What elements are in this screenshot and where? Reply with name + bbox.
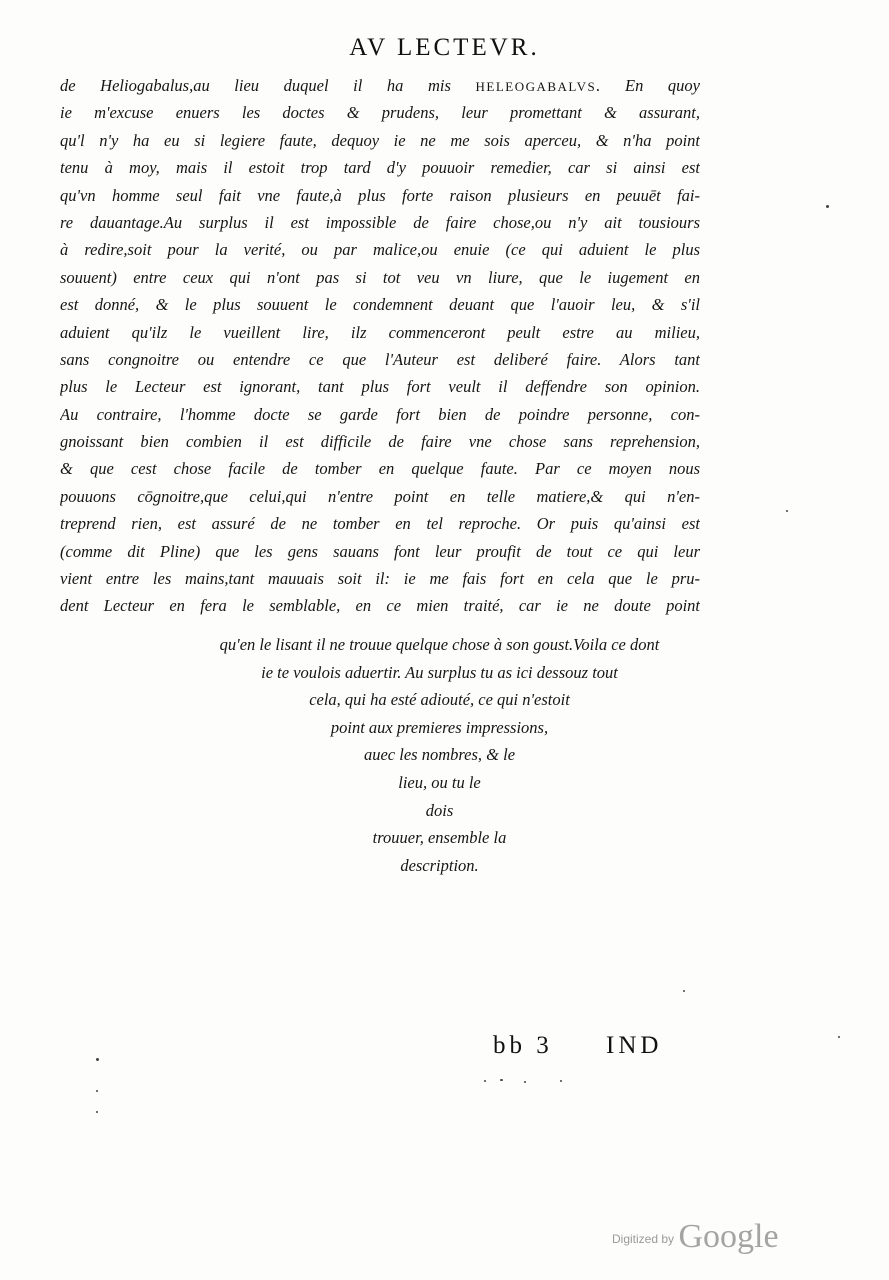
text-line: dent Lecteur en fera le semblable, en ce mien traité, car ie ne doute point	[60, 596, 700, 616]
tapered-line: qu'en le lisant il ne trouue quelque chose à son goust.Voila ce dont	[219, 635, 660, 654]
text-line: & que cest chose facile de tomber en quelque faute. Par ce moyen nous	[60, 459, 700, 479]
catchword: IND	[606, 1032, 663, 1059]
tapered-line: cela, qui ha esté adiouté, ce qui n'estoit	[309, 690, 570, 710]
scan-speck	[96, 1090, 98, 1092]
tapered-line: point aux premieres impressions,	[330, 717, 549, 737]
tapered-line: ie te voulois aduertir. Au surplus tu as ici dessouz tout	[261, 662, 618, 682]
scan-speck	[500, 1079, 503, 1081]
text-fragment: . En quoy	[596, 76, 700, 95]
watermark-small-text: Digitized by	[612, 1232, 675, 1246]
scan-speck	[786, 510, 788, 512]
tapered-paragraph-end	[0, 631, 889, 879]
scan-speck	[838, 1036, 840, 1038]
tapered-line: dois	[425, 800, 454, 820]
running-head: AV LECTEVR.	[349, 34, 540, 61]
text-line: re dauantage.Au surplus il est impossible de faire chose,ou n'y ait tousiours	[60, 212, 700, 232]
scan-speck	[683, 990, 685, 992]
text-line	[60, 72, 700, 99]
digitized-by-google-watermark	[612, 1218, 779, 1256]
scan-speck	[524, 1081, 526, 1083]
watermark-logo-text: Google	[678, 1218, 779, 1255]
body-text	[60, 72, 700, 620]
text-line: tenu à moy, mais il estoit trop tard d'y pouuoir remedier, car si ainsi est	[60, 158, 700, 178]
text-line: gnoissant bien combien il est difficile de faire vne chose sans reprehension,	[60, 432, 700, 452]
text-line: pouuons cōgnoitre,que celui,qui n'entre point en telle matiere,& qui n'en-	[60, 486, 700, 506]
text-line: qu'l n'y ha eu si legiere faute, dequoy ie ne me sois aperceu, & n'ha point	[60, 130, 700, 150]
text-line: Au contraire, l'homme docte se garde fort bien de poindre personne, con-	[60, 404, 700, 424]
scan-speck	[96, 1058, 99, 1061]
scan-speck	[484, 1080, 486, 1082]
text-line: ie m'excuse enuers les doctes & prudens, leur promettant & assurant,	[60, 103, 700, 123]
signature-mark: bb 3	[493, 1032, 553, 1059]
tapered-line: auec les nombres, & le	[363, 745, 516, 765]
scan-speck	[560, 1080, 562, 1082]
tapered-line: trouuer, ensemble la	[372, 828, 507, 848]
text-line: souuent) entre ceux qui n'ont pas si tot veu vn liure, que le iugement en	[60, 267, 700, 287]
text-line: vient entre les mains,tant mauuais soit il: ie me fais fort en cela que le pru-	[60, 569, 700, 589]
text-line: plus le Lecteur est ignorant, tant plus fort veult il deffendre son opinion.	[60, 377, 700, 397]
text-line: treprend rien, est assuré de ne tomber en tel reproche. Or puis qu'ainsi est	[60, 514, 700, 534]
tapered-line: description.	[400, 855, 479, 875]
text-line: est donné, & le plus souuent le condemnent deuant que l'auoir leu, & s'il	[60, 295, 700, 315]
text-line: sans congnoitre ou entendre ce que l'Auteur est deliberé faire. Alors tant	[60, 349, 700, 369]
text-line: aduient qu'ilz le vueillent lire, ilz commenceront peult estre au milieu,	[60, 322, 700, 342]
text-line: à redire,soit pour la verité, ou par malice,ou enuie (ce qui aduient le plus	[60, 240, 700, 260]
scan-speck	[826, 205, 829, 208]
text-line: qu'vn homme seul fait vne faute,à plus forte raison plusieurs en peuuēt fai-	[60, 185, 700, 205]
tapered-line: lieu, ou tu le	[398, 772, 481, 792]
small-caps-name: HELEOGABALVS	[475, 79, 597, 94]
scan-speck	[96, 1111, 98, 1113]
text-fragment: de Heliogabalus,au lieu duquel il ha mis	[60, 76, 476, 95]
text-line: (comme dit Pline) que les gens sauans font leur proufit de tout ce qui leur	[60, 541, 700, 561]
